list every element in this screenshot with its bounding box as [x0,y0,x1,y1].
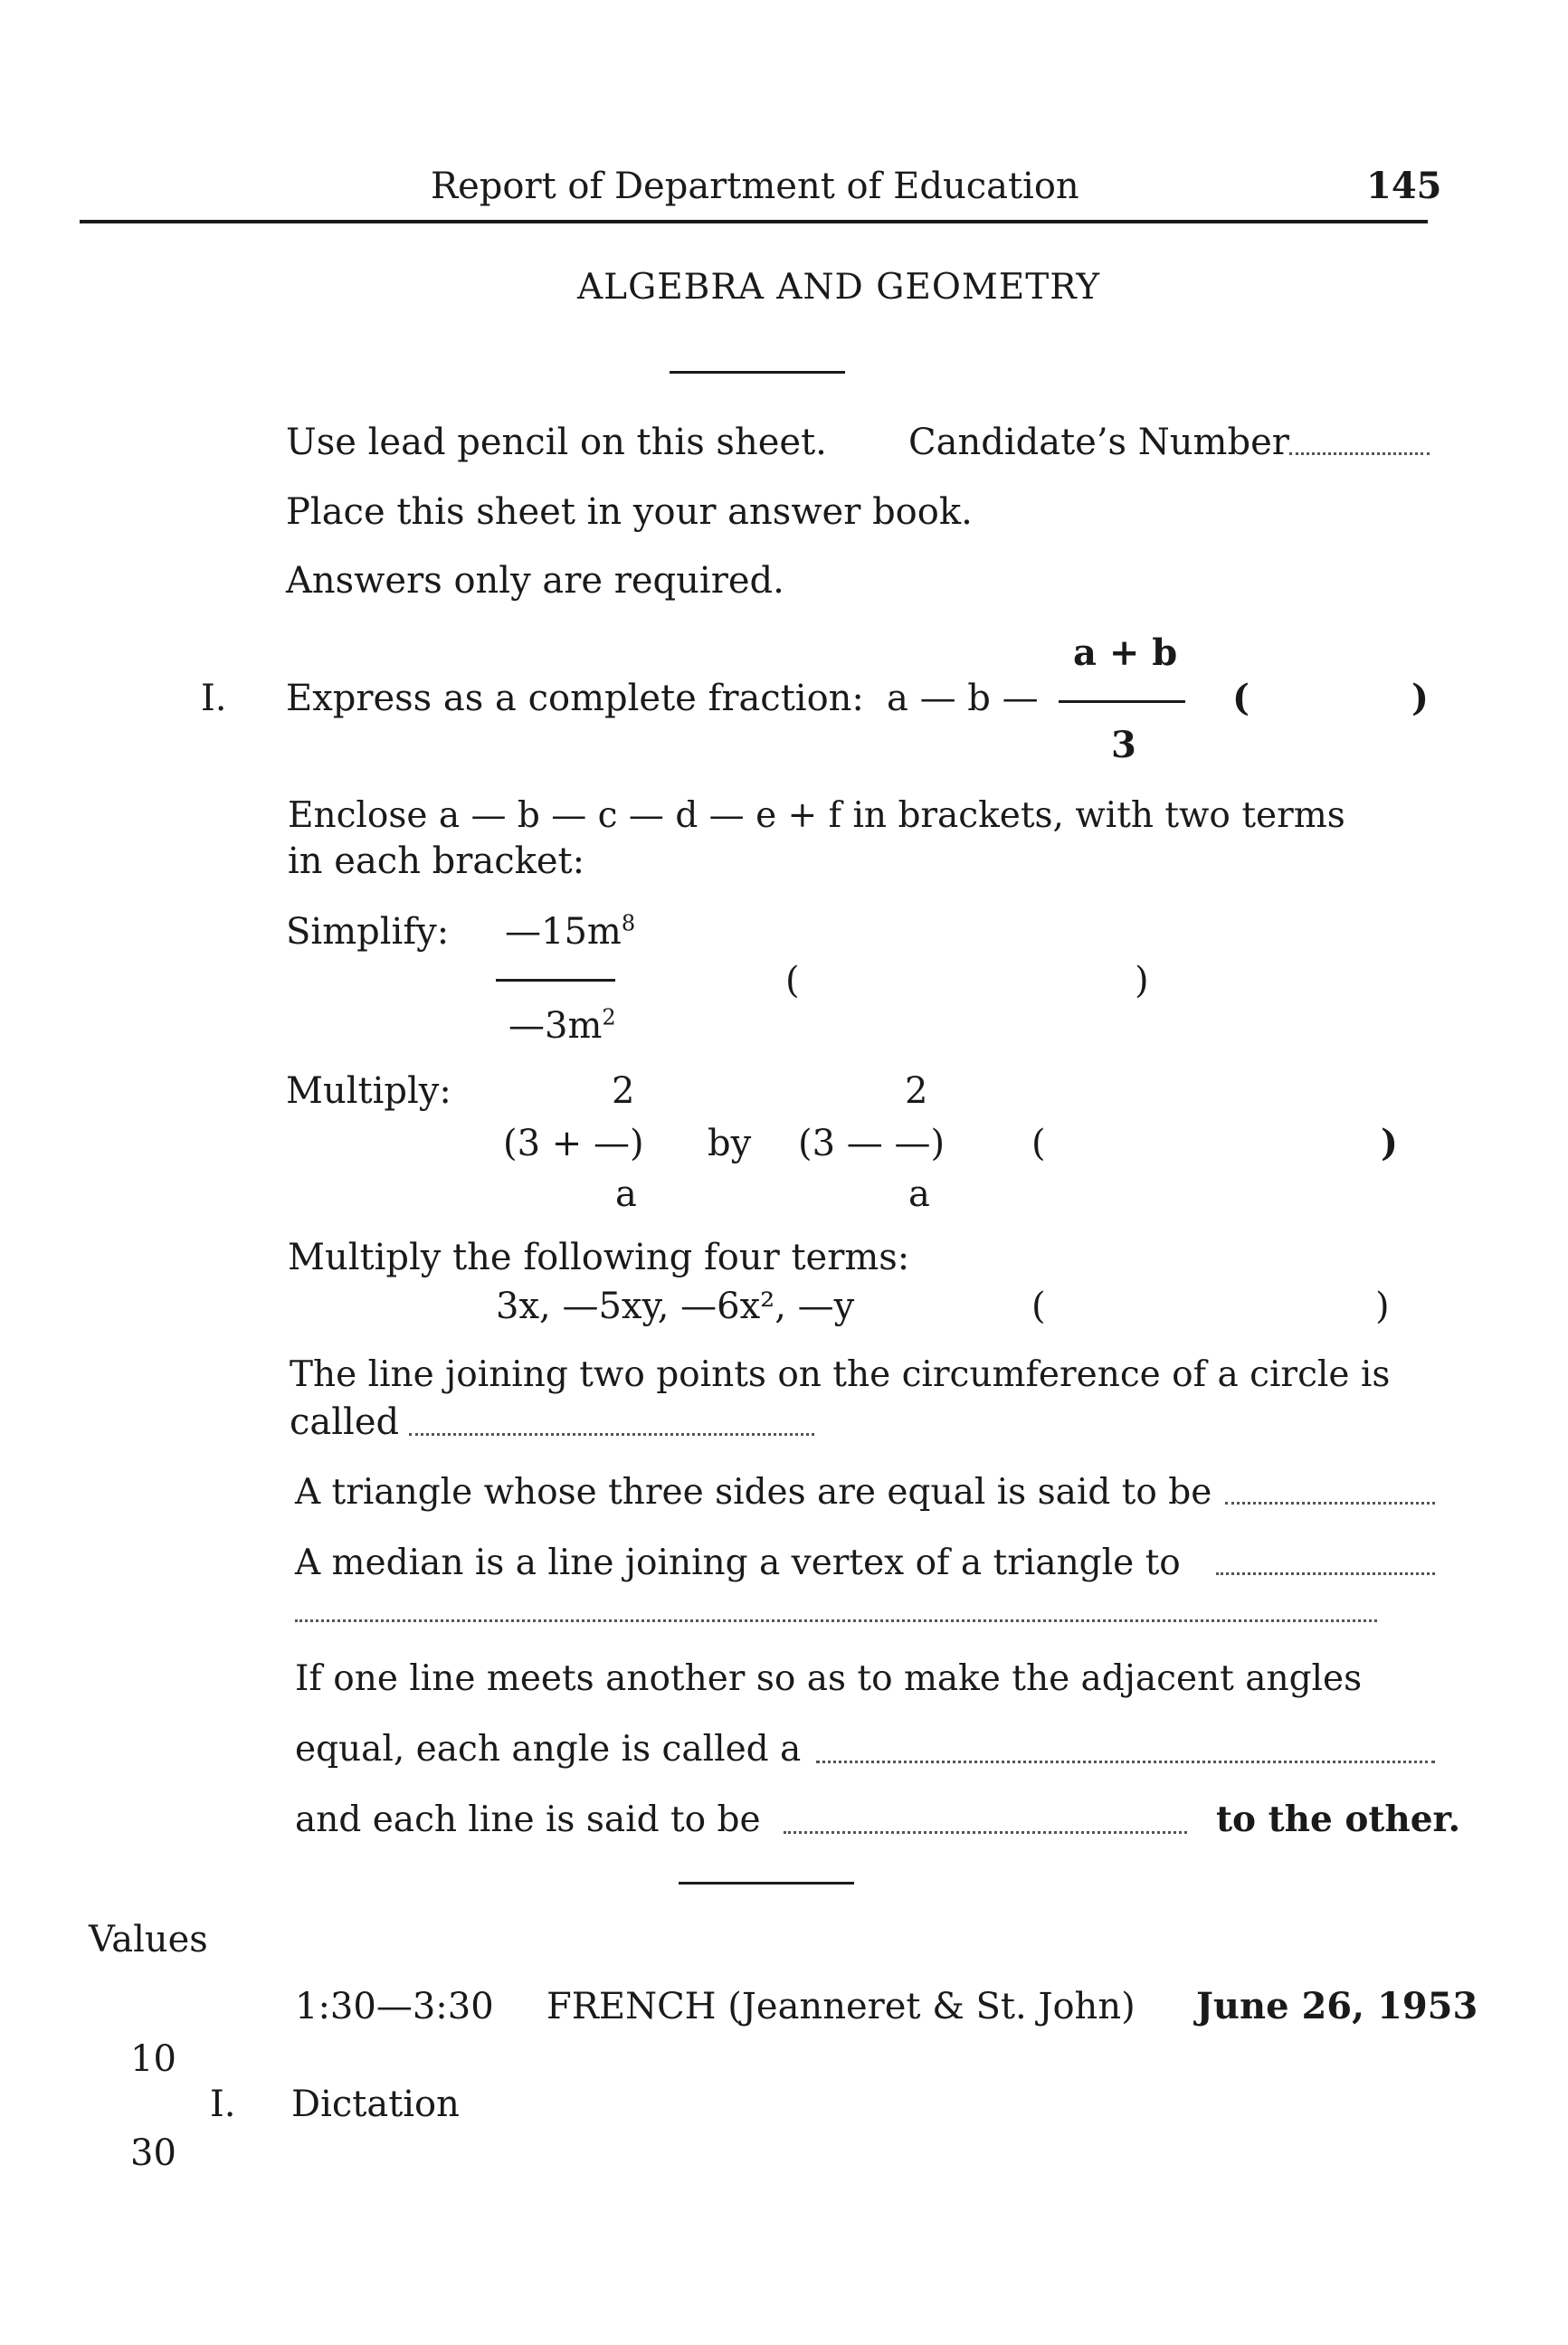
values-column-label: Values [89,1919,208,1960]
candidate-number-field[interactable] [1289,452,1430,455]
instruction-answers-only: Answers only are required. [286,560,784,602]
triangle-answer-blank[interactable] [1225,1502,1435,1505]
fraction-denominator: 3 [1111,724,1136,766]
exam-subject: FRENCH (Jeanneret & St. John) [546,1986,1136,2027]
multiply-open-paren: ( [1031,1123,1046,1164]
exam-time: 1:30—3:30 [295,1986,494,2027]
answer-close-paren: ) [1411,677,1429,719]
chord-question-line1: The line joining two points on the circumference of a circle is [290,1354,1391,1395]
simplify-fraction-bar [496,979,615,982]
angles-answer-blank-1[interactable] [816,1761,1435,1763]
triangle-question: A triangle whose three sides are equal is said to be [295,1472,1212,1513]
four-terms-close-paren: ) [1375,1286,1390,1327]
fraction-prompt: Express as a complete fraction: [286,678,864,719]
header-rule [80,220,1428,223]
chord-question-line2: called [290,1401,400,1443]
fraction-numerator: a + b [1073,631,1178,674]
section-title: ALGEBRA AND GEOMETRY [577,267,1101,308]
exam-date: June 26, 1953 [1196,1985,1478,2027]
simplify-label: Simplify: [286,911,450,953]
multiply-expression-2: (3 — —) [798,1123,946,1164]
simplify-denominator-exponent: 2 [602,1004,616,1030]
part-label-dictation: Dictation [291,2084,460,2125]
four-terms-list: 3x, —5xy, —6x², —y [496,1286,855,1327]
fraction-lead-expression: a — b — [887,678,1039,719]
title-divider [670,371,845,374]
candidate-number-label: Candidate’s Number [908,422,1289,463]
simplify-numerator-base: —15m [505,911,622,953]
multiply-by-word: by [708,1123,752,1164]
multiply-close-paren: ) [1381,1122,1398,1164]
angles-question-line2: equal, each angle is called a [295,1729,802,1770]
median-answer-blank-1[interactable] [1216,1572,1435,1575]
simplify-denominator-base: —3m [508,1005,603,1047]
section-end-divider [679,1882,854,1885]
multiply-denominator-2: a [908,1173,930,1215]
simplify-numerator-exponent: 8 [621,910,636,936]
value-dictation-part2: 30 [130,2132,176,2174]
angles-question-line3b: to the other. [1216,1799,1461,1840]
simplify-open-paren: ( [785,960,800,1002]
enclose-instruction-line2: in each bracket: [288,840,585,882]
fraction-bar [1059,700,1185,703]
answer-open-paren: ( [1232,677,1250,719]
multiply-denominator-1: a [615,1173,637,1215]
page-number: 145 [1366,165,1442,207]
multiply-numerator-2: 2 [905,1070,928,1112]
simplify-denominator [508,1004,616,1047]
four-terms-open-paren: ( [1031,1286,1046,1327]
part-numeral: I. [210,2084,236,2125]
multiply-numerator-1: 2 [612,1070,635,1112]
simplify-close-paren: ) [1135,960,1149,1002]
four-terms-label: Multiply the following four terms: [288,1237,910,1278]
instruction-place-sheet: Place this sheet in your answer book. [286,491,973,533]
median-answer-blank-2[interactable] [295,1619,1377,1622]
running-header-title: Report of Department of Education [431,166,1079,207]
instruction-pencil: Use lead pencil on this sheet. [286,422,827,463]
angles-question-line3a: and each line is said to be [295,1799,761,1840]
multiply-expression-1: (3 + —) [503,1123,644,1164]
simplify-numerator [505,910,636,953]
question-numeral: I. [201,678,227,719]
chord-answer-blank[interactable] [409,1433,814,1436]
median-question: A median is a line joining a vertex of a triangle to [295,1543,1181,1583]
multiply-label: Multiply: [286,1070,451,1112]
angles-question-line1: If one line meets another so as to make the adjacent angles [295,1658,1363,1699]
value-dictation-part1: 10 [130,2038,176,2080]
angles-answer-blank-2[interactable] [784,1831,1187,1834]
enclose-instruction-line1: Enclose a — b — c — d — e + f in brackets, with two terms [288,795,1345,836]
